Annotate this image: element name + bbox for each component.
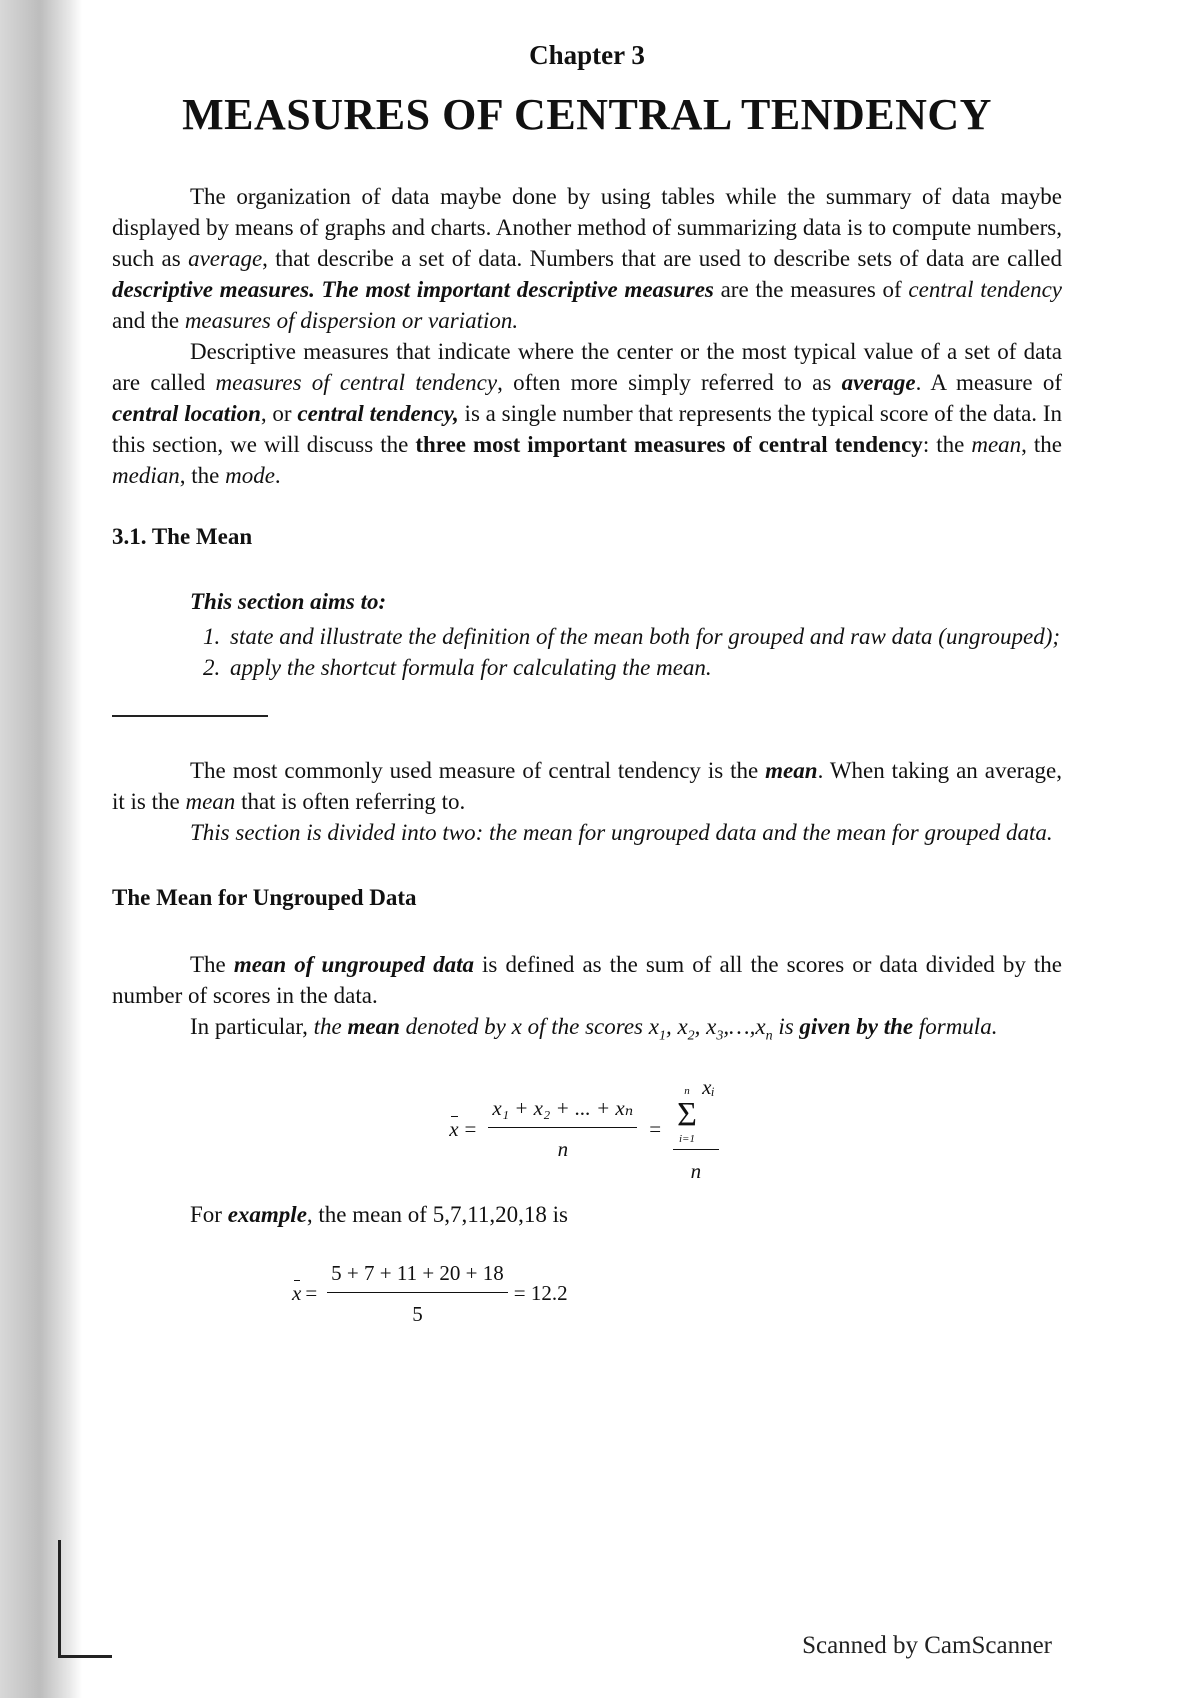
formula-equals: = — [464, 1116, 477, 1141]
text-run: mean of ungrouped data — [233, 952, 474, 977]
text-run: This section is divided into two: the mean for ungrouped data and the mean for grouped data. — [190, 820, 1053, 845]
example-prefix: For — [190, 1201, 228, 1227]
text-run: given by the — [799, 1014, 914, 1039]
text-run: is defined as the sum of all the scores or data divided by the number of scores in the data. — [112, 952, 1062, 1008]
text-run: : the — [922, 432, 972, 457]
example-numerator: 5 + 7 + 11 + 20 + 18 — [327, 1258, 508, 1293]
text-run: mean — [765, 758, 818, 783]
text-run: , often more simply referred to as — [497, 370, 842, 395]
text-run: average — [841, 370, 916, 395]
text-run: are the measures of — [713, 277, 909, 302]
example-denominator: 5 — [412, 1301, 423, 1326]
example-suffix: , the mean of 5,7,11,20,18 is — [306, 1201, 568, 1227]
text-run: ,…,x — [723, 1014, 766, 1039]
text-run: , the — [1021, 432, 1063, 457]
example-lhs: x — [292, 1278, 301, 1309]
text-run: , or — [260, 401, 298, 426]
example-result: = 12.2 — [513, 1281, 568, 1306]
text-run: n — [765, 1028, 773, 1044]
text-run: mean — [185, 789, 236, 814]
example-fraction — [327, 1258, 508, 1330]
text-run: Descriptive measures that indicate where the center or the most typical value of a set of data are called — [112, 339, 1062, 395]
text-run: is — [772, 1014, 800, 1039]
formula-equals-2: = — [649, 1116, 662, 1141]
text-run: measures of central tendency — [215, 370, 498, 395]
formula-sum-fraction — [673, 1072, 719, 1187]
text-run: , x — [665, 1014, 688, 1039]
sigma-icon — [677, 1084, 697, 1146]
intro-paragraph-1 — [112, 181, 1062, 336]
sum-lower-limit: i=1 — [678, 1132, 695, 1145]
text-run: central tendency, — [297, 401, 459, 426]
section-divider — [112, 715, 268, 717]
mean-formula — [112, 1072, 1062, 1187]
subheading-ungrouped-data: The Mean for Ungrouped Data — [112, 885, 417, 910]
text-run: mean — [347, 1014, 400, 1039]
sum-symbol: Σ — [677, 1095, 697, 1133]
text-run: , the — [179, 463, 226, 488]
formula-sum-denominator: n — [690, 1158, 702, 1183]
text-run: formula. — [913, 1014, 998, 1039]
formula-lhs: x — [449, 1114, 458, 1145]
scanner-watermark: Scanned by CamScanner — [802, 1632, 1052, 1659]
text-run: measures of dispersion or variation. — [184, 308, 519, 333]
example-word: example — [227, 1201, 307, 1227]
text-run: and the — [112, 308, 185, 333]
formula-numerator: x₁ + x₂ + ... + xₙ — [488, 1093, 637, 1128]
aims-item: 1. state and illustrate the definition of the mean both for grouped and raw data (ungrouped); — [226, 621, 1062, 652]
text-run: is a single number that represents the typical score of the data. In this section, we will discuss the — [112, 401, 1062, 457]
text-run: mean — [971, 432, 1022, 457]
mean-intro-paragraph — [112, 755, 1062, 817]
formula-sum-numerator — [673, 1072, 719, 1150]
aims-item: 2. apply the shortcut formula for calculating the mean. — [226, 652, 1062, 683]
text-run: The organization of data maybe done by using tables while the summary of data maybe displayed by means of graphs and charts. Another method of summarizing data is to compute numbers, such as — [112, 184, 1062, 271]
example-formula — [292, 1258, 1062, 1330]
text-run: . When taking an average, it is the — [112, 758, 1062, 814]
text-run: that is often referring to. — [235, 789, 466, 814]
text-run: average — [188, 246, 263, 271]
document-page — [112, 32, 1062, 1330]
text-run: The — [190, 952, 234, 977]
text-run: , x — [694, 1014, 717, 1039]
example-equals: = — [305, 1281, 318, 1306]
formula-denominator: n — [557, 1137, 569, 1162]
text-run: denoted by x of the scores x — [399, 1014, 659, 1039]
section-heading-the-mean: 3.1. The Mean — [112, 524, 253, 549]
text-run: three most important measures of central tendency — [415, 432, 923, 457]
aims-list — [190, 621, 1062, 683]
ungrouped-definition-paragraph — [112, 949, 1062, 1011]
ungrouped-formula-paragraph — [112, 1011, 1062, 1052]
text-run: mode — [225, 463, 275, 488]
text-run: central tendency — [908, 277, 1062, 302]
text-run: . — [274, 463, 281, 488]
sum-upper-limit: n — [684, 1084, 690, 1097]
text-run: 2 — [687, 1028, 695, 1044]
intro-paragraph-2 — [112, 336, 1062, 491]
formula-fraction — [488, 1093, 637, 1165]
text-run: 1 — [658, 1028, 666, 1044]
aims-title: This section aims to: — [190, 589, 387, 614]
example-sentence — [190, 1199, 1062, 1230]
sum-term: xᵢ — [702, 1074, 715, 1099]
text-run: descriptive measures. The most important descriptive measures — [112, 277, 714, 302]
text-run: . A measure of — [915, 370, 1063, 395]
scan-page-corner — [58, 1655, 112, 1658]
scan-page-edge — [58, 1540, 61, 1658]
chapter-title: MEASURES OF CENTRAL TENDENCY — [182, 90, 992, 139]
scan-binding-shadow — [0, 0, 82, 1698]
text-run: central location — [112, 401, 261, 426]
text-run: the — [313, 1014, 348, 1039]
text-run: In particular, — [190, 1014, 314, 1039]
text-run: median — [112, 463, 180, 488]
text-run: 3 — [716, 1028, 724, 1044]
section-aims — [190, 586, 1062, 683]
chapter-label: Chapter 3 — [529, 40, 645, 70]
text-run: The most commonly used measure of central tendency is the — [190, 758, 766, 783]
text-run: , that describe a set of data. Numbers that are used to describe sets of data are called — [262, 246, 1062, 271]
section-division-paragraph — [112, 817, 1062, 848]
